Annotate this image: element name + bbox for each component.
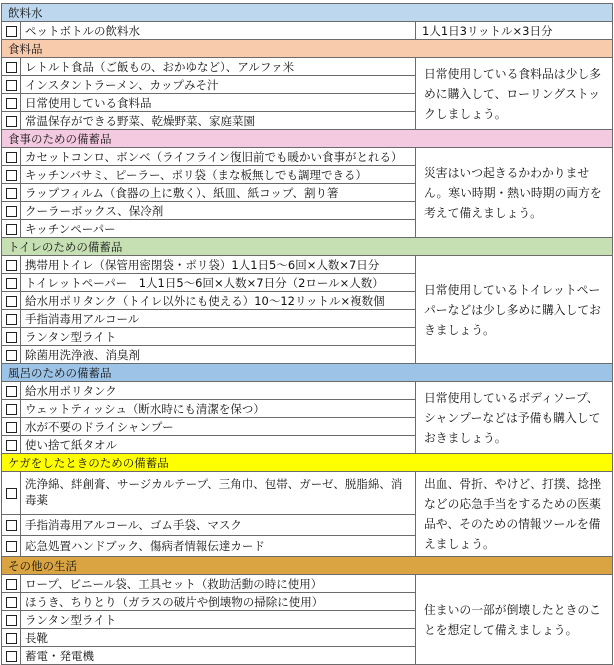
checkbox[interactable] xyxy=(6,651,17,662)
checkbox[interactable] xyxy=(6,314,17,325)
checklist-item-text: 使い捨て紙タオル xyxy=(21,436,416,454)
checklist-item-text: 応急処置ハンドブック、傷病者情報伝達カード xyxy=(21,535,416,556)
checkbox-cell xyxy=(2,292,21,310)
checkbox[interactable] xyxy=(6,615,17,626)
checkbox[interactable] xyxy=(6,170,17,181)
checkbox[interactable] xyxy=(6,422,17,433)
checkbox[interactable] xyxy=(6,260,17,271)
section-note: 災害はいつ起きるかわかりません。寒い時期・熱い時期の両方を考えて備えましょう。 xyxy=(416,148,613,238)
checkbox-cell xyxy=(2,328,21,346)
checklist-item-text: 日常使用している食料品 xyxy=(21,94,416,112)
checkbox[interactable] xyxy=(6,350,17,361)
checklist-row xyxy=(2,256,613,274)
checklist-item-text: ラップフィルム（食器の上に敷く）、紙皿、紙コップ、割り箸 xyxy=(21,184,416,202)
checklist-row xyxy=(2,575,613,593)
checklist-item-text: ほうき、ちりとり（ガラスの破片や倒壊物の掃除に使用） xyxy=(21,593,416,611)
checkbox[interactable] xyxy=(6,488,17,499)
checkbox-cell xyxy=(2,472,21,515)
checkbox-cell xyxy=(2,436,21,454)
checklist-item-text: クーラーボックス、保冷剤 xyxy=(21,202,416,220)
checkbox-cell xyxy=(2,346,21,364)
stockpile-checklist-table xyxy=(1,3,613,665)
checklist-item-text: 長靴 xyxy=(21,629,416,647)
checklist-row xyxy=(2,472,613,515)
section-note: 住まいの一部が倒壊したときのことを想定して備えましょう。 xyxy=(416,575,613,665)
checklist-item-text: レトルト食品（ご飯もの、おかゆなど）、アルファ米 xyxy=(21,58,416,76)
section-header-row xyxy=(2,130,613,148)
section-header-row xyxy=(2,40,613,58)
section-note: 日常使用している食料品は少し多めに購入して、ローリングストックしましょう。 xyxy=(416,58,613,130)
checklist-item-text: 洗浄綿、絆創膏、サージカルテープ、三角巾、包帯、ガーゼ、脱脂綿、消毒薬 xyxy=(21,472,416,515)
checkbox[interactable] xyxy=(6,188,17,199)
checkbox[interactable] xyxy=(6,332,17,343)
checklist-row xyxy=(2,148,613,166)
checkbox[interactable] xyxy=(6,62,17,73)
checkbox[interactable] xyxy=(6,404,17,415)
checkbox[interactable] xyxy=(6,152,17,163)
checkbox-cell xyxy=(2,274,21,292)
checkbox-cell xyxy=(2,647,21,665)
section-note: 日常使用しているボディソープ、シャンプーなどは予備も購入しておきましょう。 xyxy=(416,382,613,454)
checklist-item-text: 給水用ポリタンク xyxy=(21,382,416,400)
section-title: 飲料水 xyxy=(2,4,613,22)
checkbox-cell xyxy=(2,184,21,202)
checkbox-cell xyxy=(2,418,21,436)
checklist-item-text: ロープ、ビニール袋、工具セット（救助活動の時に使用） xyxy=(21,575,416,593)
checkbox-cell xyxy=(2,629,21,647)
checkbox-cell xyxy=(2,575,21,593)
checklist-item-text: ペットボトルの飲料水 xyxy=(21,22,416,40)
checkbox[interactable] xyxy=(6,26,17,37)
checklist-item-text: キッチンペーパー xyxy=(21,220,416,238)
section-title: 風呂のための備蓄品 xyxy=(2,364,613,382)
checklist-item-text: インスタントラーメン、カップみそ汁 xyxy=(21,76,416,94)
checkbox-cell xyxy=(2,76,21,94)
section-title: 食事のための備蓄品 xyxy=(2,130,613,148)
checkbox[interactable] xyxy=(6,386,17,397)
checkbox[interactable] xyxy=(6,440,17,451)
checkbox[interactable] xyxy=(6,278,17,289)
section-title: その他の生活 xyxy=(2,557,613,575)
checkbox-cell xyxy=(2,148,21,166)
checklist-row xyxy=(2,58,613,76)
checkbox-cell xyxy=(2,112,21,130)
checkbox-cell xyxy=(2,535,21,556)
checkbox[interactable] xyxy=(6,80,17,91)
section-note: 出血、骨折、やけど、打撲、捻挫などの応急手当をするための医薬品や、そのための情報ツールを備えましょう。 xyxy=(416,472,613,557)
checkbox-cell xyxy=(2,22,21,40)
checkbox-cell xyxy=(2,256,21,274)
checkbox-cell xyxy=(2,382,21,400)
section-title: ケガをしたときのための備蓄品 xyxy=(2,454,613,472)
section-note: 1人1日3リットル×3日分 xyxy=(416,22,613,40)
checklist-item-text: 手指消毒用アルコール xyxy=(21,310,416,328)
checkbox[interactable] xyxy=(6,98,17,109)
checkbox[interactable] xyxy=(6,579,17,590)
checkbox[interactable] xyxy=(6,633,17,644)
checkbox[interactable] xyxy=(6,116,17,127)
checkbox-cell xyxy=(2,400,21,418)
checklist-item-text: 除菌用洗浄液、消臭剤 xyxy=(21,346,416,364)
checkbox-cell xyxy=(2,514,21,535)
checkbox-cell xyxy=(2,166,21,184)
section-header-row xyxy=(2,557,613,575)
checklist-item-text: 水が不要のドライシャンプー xyxy=(21,418,416,436)
checklist-item-text: ランタン型ライト xyxy=(21,611,416,629)
checklist-item-text: 常温保存ができる野菜、乾燥野菜、家庭菜園 xyxy=(21,112,416,130)
checkbox-cell xyxy=(2,220,21,238)
checkbox[interactable] xyxy=(6,541,17,552)
checklist-item-text: ランタン型ライト xyxy=(21,328,416,346)
checkbox[interactable] xyxy=(6,224,17,235)
section-title: 食料品 xyxy=(2,40,613,58)
section-header-row xyxy=(2,4,613,22)
checkbox-cell xyxy=(2,611,21,629)
checkbox-cell xyxy=(2,310,21,328)
checklist-item-text: 手指消毒用アルコール、ゴム手袋、マスク xyxy=(21,514,416,535)
checklist-row xyxy=(2,22,613,40)
checkbox-cell xyxy=(2,94,21,112)
checkbox[interactable] xyxy=(6,206,17,217)
checklist-item-text: 給水用ポリタンク（トイレ以外にも使える）10～12リットル×複数個 xyxy=(21,292,416,310)
checklist-item-text: ウェットティッシュ（断水時にも清潔を保つ） xyxy=(21,400,416,418)
checkbox[interactable] xyxy=(6,296,17,307)
section-header-row xyxy=(2,454,613,472)
checkbox-cell xyxy=(2,58,21,76)
section-note: 日常使用しているトイレットペーパーなどは少し多めに購入しておきましょう。 xyxy=(416,256,613,364)
section-header-row xyxy=(2,238,613,256)
section-header-row xyxy=(2,364,613,382)
checklist-item-text: 蓄電・発電機 xyxy=(21,647,416,665)
checklist-row xyxy=(2,382,613,400)
checklist-item-text: 携帯用トイレ（保管用密閉袋・ポリ袋）1人1日5～6回×人数×7日分 xyxy=(21,256,416,274)
checkbox-cell xyxy=(2,202,21,220)
checklist-item-text: トイレットペーパー 1人1日5～6回×人数×7日分（2ロール×人数） xyxy=(21,274,416,292)
checkbox[interactable] xyxy=(6,597,17,608)
section-title: トイレのための備蓄品 xyxy=(2,238,613,256)
checklist-item-text: キッチンバサミ、ピーラー、ポリ袋（まな板無しでも調理できる） xyxy=(21,166,416,184)
checkbox[interactable] xyxy=(6,520,17,531)
checkbox-cell xyxy=(2,593,21,611)
checklist-item-text: カセットコンロ、ボンベ（ライフライン復旧前でも暖かい食事がとれる） xyxy=(21,148,416,166)
